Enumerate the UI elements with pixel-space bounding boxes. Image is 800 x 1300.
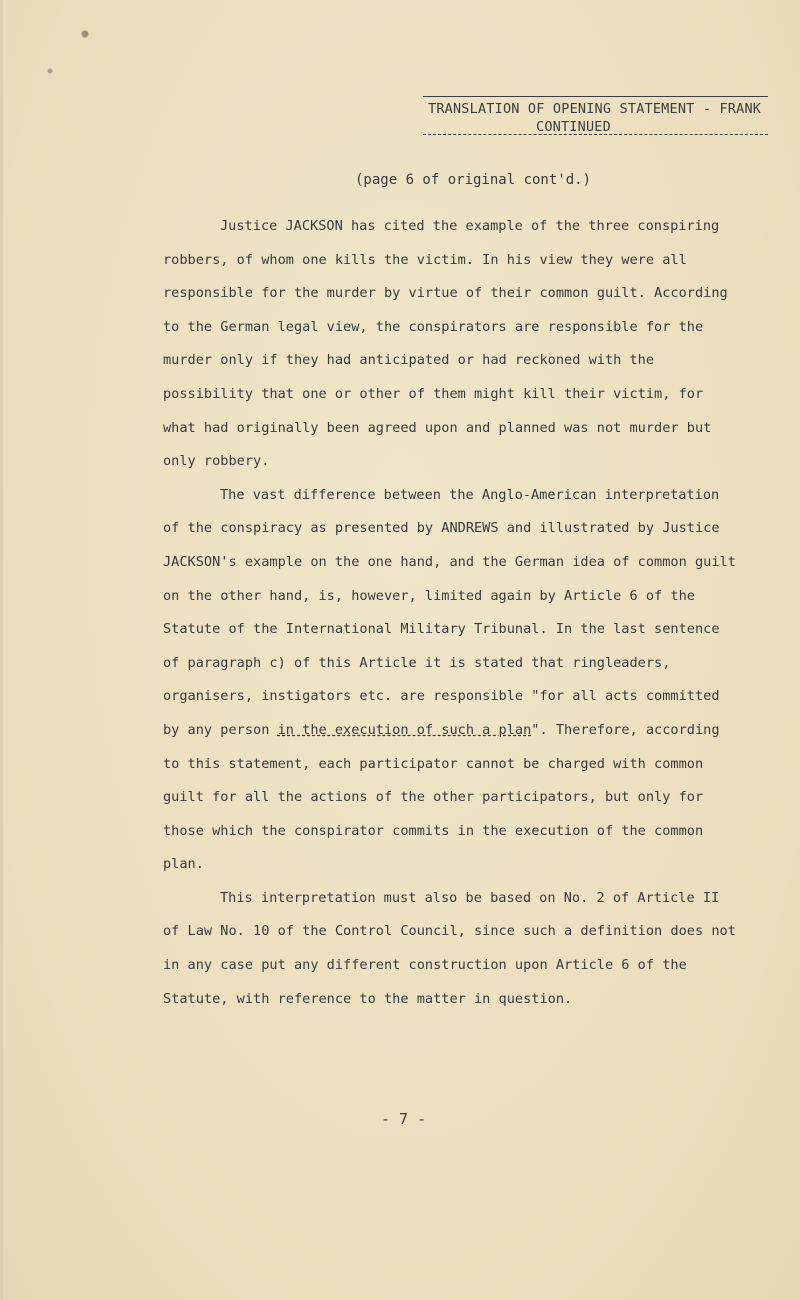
paragraph-3: This interpretation must also be based on No. 2 of Article II of Law No. 10 of the Control Council, since such a definition does not in any case put any different construction upon Article 6 of the Statute, with reference to the matter in question.	[163, 889, 736, 1007]
header-rule-top	[423, 96, 768, 97]
header-rule-bottom	[423, 134, 768, 135]
paragraph-2	[163, 479, 743, 882]
header-subtitle: CONTINUED	[536, 119, 611, 135]
page-number: - 7 -	[381, 1110, 427, 1128]
header-title: TRANSLATION OF OPENING STATEMENT - FRANK	[428, 101, 762, 117]
quote-after: ". Therefore, according to this statement, each participator cannot be charged with common guilt for all the actions of the other participators, but only for those which the conspirator commits in the execution of the common plan.	[163, 721, 720, 873]
quote-underlined: in the execution of such a plan	[277, 721, 532, 738]
paragraph-2-text: The vast difference between the Anglo-American interpretation of the conspiracy as presented by ANDREWS and illustrated by Justice JACKSON's example on the one hand, and the German idea of common guilt on the other hand, is, however, limited again by Article 6 of the Statute of the International Military Tribunal. In the last sentence of paragraph c) of this Article it is stated that ringleaders, organisers, instigators etc. are responsible	[163, 486, 736, 705]
document-body	[163, 210, 743, 1016]
page-reference: (page 6 of original cont'd.)	[355, 172, 592, 188]
quote-before: "for all acts committed by any person	[163, 688, 720, 738]
paragraph-1: Justice JACKSON has cited the example of the three conspiring robbers, of whom one kills the victim. In his view they were all responsible for the murder by virtue of their common guilt. According to the German legal view, the conspirators are responsible for the murder only if they had anticipated or had reckoned with the possibility that one or other of them might kill their victim, for what had originally been agreed upon and planned was not murder but only robbery.	[163, 218, 728, 470]
